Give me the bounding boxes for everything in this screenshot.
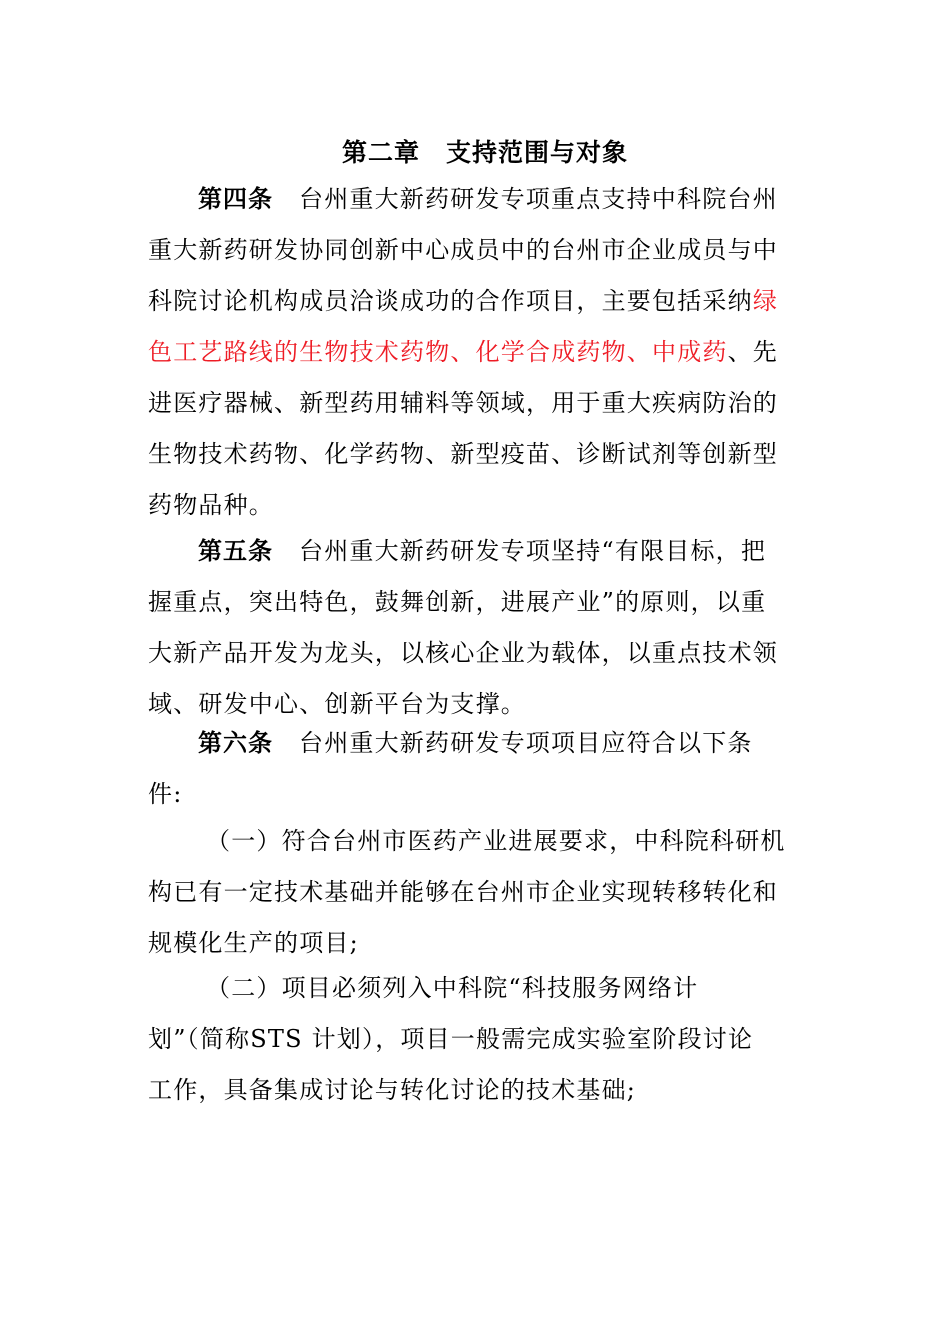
- article-5-label: 第五条: [198, 537, 273, 565]
- article-4-line-2: 重大新药研发协同创新中心成员中的台州市企业成员与中: [148, 236, 778, 264]
- article-4-line-5: 进医疗器械、新型药用辅料等领域，用于重大疾病防治的: [148, 389, 778, 417]
- article-5-text: 台州重大新药研发专项坚持“有限目标，把: [299, 537, 767, 565]
- item-2-line-2: 划”（简称STS 计划），项目一般需完成实验室阶段讨论: [148, 1025, 754, 1053]
- article-5-line-1: [148, 526, 793, 577]
- highlighted-text: 色工艺路线的生物技术药物、化学合成药物、中成药: [148, 338, 728, 366]
- article-6-text: 台州重大新药研发专项项目应符合以下条: [299, 729, 753, 757]
- article-6-label: 第六条: [198, 729, 273, 757]
- article-5-line-4: 域、研发中心、创新平台为支撑。: [148, 690, 526, 718]
- article-6-line-1: [148, 718, 793, 769]
- article-4-line-6: 生物技术药物、化学药物、新型疫苗、诊断试剂等创新型: [148, 440, 778, 468]
- article-4-line-1: [148, 174, 793, 225]
- article-5-line-2: 握重点，突出特色，鼓舞创新，进展产业”的原则，以重: [148, 588, 767, 616]
- item-1: [148, 816, 793, 969]
- highlighted-text: 绿: [752, 287, 779, 315]
- article-4-text: 台州重大新药研发专项重点支持中科院台州: [299, 185, 778, 213]
- article-4-line-7: 药物品种。: [148, 491, 274, 519]
- chapter-title: 第二章 支持范围与对象: [341, 138, 628, 167]
- item-2: [148, 963, 793, 1116]
- article-4-line-3: [148, 276, 793, 327]
- article-4-line-4: [148, 327, 793, 378]
- article-5-line-3: 大新产品开发为龙头，以核心企业为载体，以重点技术领: [148, 639, 778, 667]
- item-1-line-2: 构已有一定技术基础并能够在台州市企业实现转移转化和: [148, 878, 778, 906]
- item-1-line-3: 规模化生产的项目;: [148, 929, 359, 957]
- item-2-line-3: 工作，具备集成讨论与转化讨论的技术基础;: [148, 1076, 637, 1104]
- article-6: [148, 718, 793, 820]
- item-1-line-1: （一）符合台州市医药产业进展要求，中科院科研机: [206, 827, 786, 855]
- article-4-label: 第四条: [198, 185, 273, 213]
- article-4: [148, 174, 793, 531]
- article-6-line-2: 件:: [148, 780, 183, 808]
- article-4-text: 科院讨论机构成员洽谈成功的合作项目，主要包括采纳: [148, 287, 753, 315]
- item-2-line-1: （二）项目必须列入中科院“科技服务网络计: [206, 974, 699, 1002]
- article-4-text: 、先: [727, 338, 779, 366]
- article-5: [148, 526, 793, 730]
